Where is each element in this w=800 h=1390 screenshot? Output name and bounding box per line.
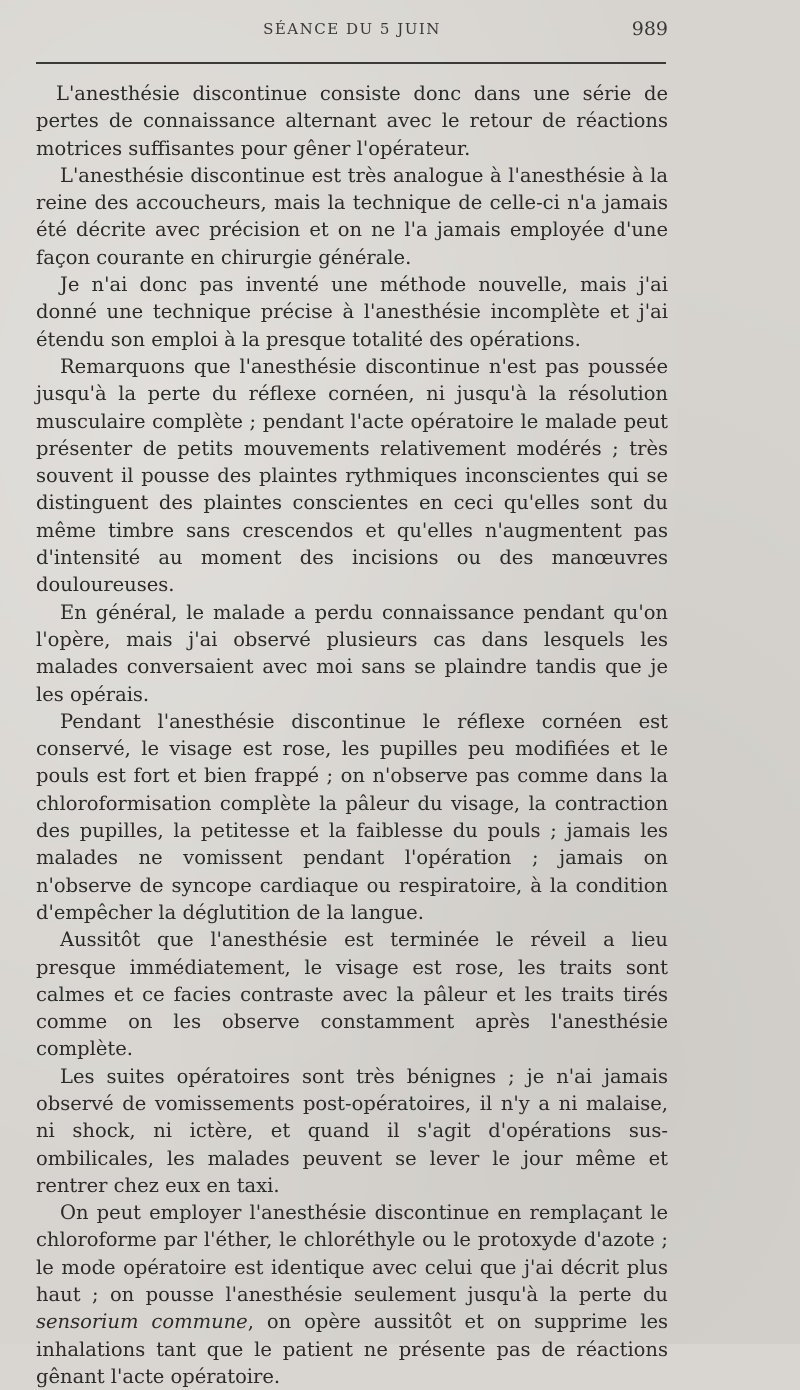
paragraph-1: L'anesthésie discontinue consiste donc dans une série de pertes de connaissance alternant avec le retour de réactions motrices suffisantes pour gêner l'opérateur. — [36, 82, 668, 160]
paragraph-9-text-before: On peut employer l'anesthésie discontinue en remplaçant le chloroforme par l'éther, le chloréthyle ou le protoxyde d'azote ; le mode opératoire est identique avec celui que j'ai décrit plus haut ; on pousse l'anesthésie seulement jusqu'à la perte du — [36, 1201, 668, 1307]
body-text — [36, 80, 668, 1390]
paragraph-8: Les suites opératoires sont très bénignes ; je n'ai jamais observé de vomissements post-opératoires, il n'y a ni malaise, ni shock, ni ictère, et quand il s'agit d'opérations sus-ombilicales, les malades peuvent se lever le jour même et rentrer chez eux en taxi. — [36, 1064, 668, 1197]
paragraph-4: Remarquons que l'anesthésie discontinue n'est pas poussée jusqu'à la perte du réflexe cornéen, ni jusqu'à la résolution musculaire complète ; pendant l'acte opératoire le malade peut présenter de petits mouvements relativement modérés ; très souvent il pousse des plaintes rythmiques inconscientes qui se distinguent des plaintes conscientes en ceci qu'elles sont du même timbre sans crescendos et qu'elles n'augmentent pas d'intensité au moment des incisions ou des manœuvres douloureuses. — [36, 354, 668, 597]
page-number: 989 — [631, 18, 668, 40]
paragraph-6: Pendant l'anesthésie discontinue le réflexe cornéen est conservé, le visage est rose, les pupilles peu modifiées et le pouls est fort et bien frappé ; on n'observe pas comme dans la chloroformisation complète la pâleur du visage, la contraction des pupilles, la petitesse et la faiblesse du pouls ; jamais les malades ne vomissent pendant l'opération ; jamais on n'observe de syncope cardiaque ou respiratoire, à la condition d'empêcher la déglutition de la langue. — [36, 709, 668, 924]
paragraph-9-text-after: , on opère aussitôt et on supprime les inhalations tant que le patient ne présente pas de réactions gênant l'acte opératoire. — [36, 1310, 669, 1388]
running-head-title: SÉANCE DU 5 JUIN — [263, 20, 441, 38]
running-head — [36, 18, 668, 46]
paragraph-2: L'anesthésie discontinue est très analogue à l'anesthésie à la reine des accoucheurs, mais la technique de celle-ci n'a jamais été décrite avec précision et on ne l'a jamais employée d'une façon courante en chirurgie générale. — [36, 163, 668, 269]
paragraph-3: Je n'ai donc pas inventé une méthode nouvelle, mais j'ai donné une technique précise à l'anesthésie incomplète et j'ai étendu son emploi à la presque totalité des opérations. — [36, 273, 668, 351]
paragraph-5: En général, le malade a perdu connaissance pendant qu'on l'opère, mais j'ai observé plusieurs cas dans lesquels les malades conversaient avec moi sans se plaindre tandis que je les opérais. — [36, 600, 668, 706]
paragraph-7: Aussitôt que l'anesthésie est terminée le réveil a lieu presque immédiatement, le visage est rose, les traits sont calmes et ce facies contraste avec la pâleur et les traits tirés comme on les observe constamment après l'anesthésie complète. — [36, 928, 668, 1061]
header-rule — [36, 62, 666, 64]
paragraph-9 — [36, 1199, 668, 1390]
paragraph-9-italic-term: sensorium commune — [36, 1310, 248, 1334]
